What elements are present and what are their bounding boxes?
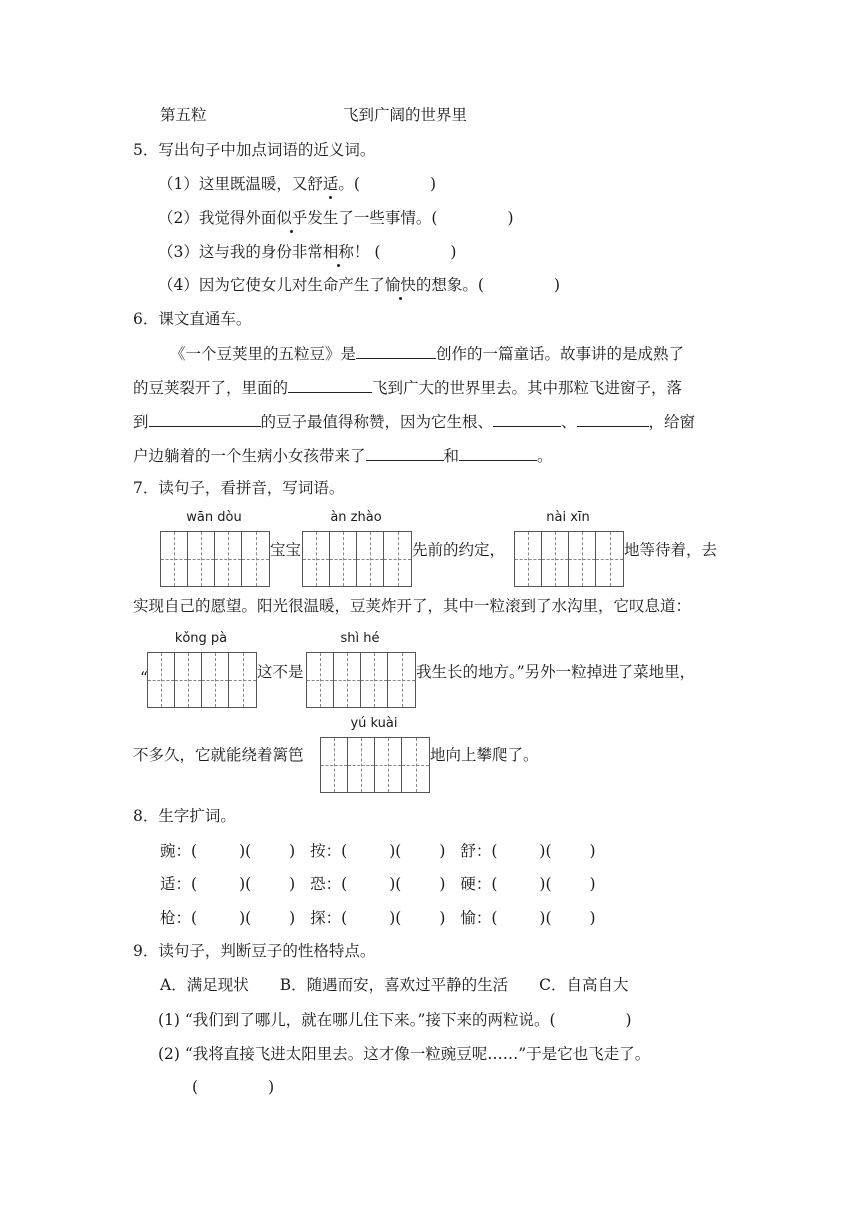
- q6-line-3: 到 的豆子最值得称赞，因为它生根、 、 ，给窗: [133, 410, 695, 432]
- blank[interactable]: [288, 376, 372, 393]
- q9-answer-2: ( ): [192, 1078, 275, 1096]
- q5-title: 5．写出句子中加点词语的近义词。: [133, 141, 376, 159]
- q7-text: 宝宝: [270, 541, 302, 559]
- q6-title: 6．课文直通车。: [133, 310, 252, 328]
- q7-text: 先前的约定，: [412, 541, 506, 559]
- pinyin-6: yú kuài: [350, 716, 398, 731]
- blank[interactable]: [459, 444, 537, 461]
- writing-box-4[interactable]: [147, 652, 257, 708]
- blank[interactable]: [577, 410, 649, 427]
- writing-box-3[interactable]: [514, 531, 624, 587]
- q7-text: 我生长的地方。”另外一粒掉进了菜地里，: [416, 663, 696, 681]
- q9-options: A．满足现状 B．随遇而安，喜欢过平静的生活 C．自高自大: [160, 976, 629, 994]
- q5-item-3: （3）这与我的身份非常相称！ ( ): [158, 243, 457, 261]
- q9-sentence-1: (1) “我们到了哪儿，就在哪儿住下来。”接下来的两粒说。( ): [158, 1011, 632, 1029]
- pinyin-3: nài xīn: [546, 510, 590, 525]
- q5-item-2: （2）我觉得外面似乎发生了一些事情。( ): [158, 209, 514, 227]
- blank[interactable]: [366, 444, 444, 461]
- q7-text: “: [140, 669, 148, 687]
- q6-line-1: 《一个豆荚里的五粒豆》是 创作的一篇童话。故事讲的是成熟了: [170, 342, 684, 364]
- q7-text: 地等待着，去: [624, 541, 718, 559]
- q7-text: 地向上攀爬了。: [430, 746, 539, 764]
- blank[interactable]: [356, 342, 436, 359]
- q7-text: 实现自己的愿望。阳光很温暖，豆荚炸开了，其中一粒滚到了水沟里，它叹息道：: [133, 597, 692, 615]
- pinyin-5: shì hé: [340, 631, 380, 646]
- pinyin-2: àn zhào: [330, 510, 382, 525]
- blank[interactable]: [493, 410, 561, 427]
- q5-item-4: （4）因为它使女儿对生命产生了愉快的想象。( ): [158, 276, 561, 294]
- q7-title: 7．读句子，看拼音，写词语。: [133, 479, 345, 497]
- writing-box-1[interactable]: [160, 531, 270, 587]
- q7-text: 不多久，它就能绕着篱笆: [133, 746, 304, 764]
- q5-item-1: （1）这里既温暖，又舒适。( ): [158, 175, 437, 193]
- pinyin-4: kǒng pà: [174, 631, 228, 646]
- q8-row-1: 豌：( )( ) 按：( )( ) 舒：( )( ): [160, 842, 596, 860]
- writing-box-5[interactable]: [306, 652, 416, 708]
- pinyin-1: wān dòu: [186, 510, 242, 525]
- top-label: 第五粒: [160, 106, 207, 124]
- q9-sentence-2: (2) “我将直接飞进太阳里去。这才像一粒豌豆呢……”于是它也飞走了。: [158, 1045, 651, 1063]
- q6-line-4: 户边躺着的一个生病小女孩带来了 和 。: [133, 444, 553, 466]
- q6-line-2: 的豆荚裂开了，里面的 飞到广大的世界里去。其中那粒飞进窗子，落: [133, 376, 682, 398]
- q8-row-3: 枪：( )( ) 探：( )( ) 愉：( )( ): [160, 909, 596, 927]
- writing-box-6[interactable]: [320, 737, 430, 793]
- writing-box-2[interactable]: [302, 531, 412, 587]
- blank[interactable]: [149, 410, 261, 427]
- q7-text: 这不是: [257, 663, 304, 681]
- top-value: 飞到广阔的世界里: [343, 106, 468, 124]
- q8-title: 8．生字扩词。: [133, 807, 236, 825]
- q9-title: 9．读句子，判断豆子的性格特点。: [133, 942, 376, 960]
- q8-row-2: 适：( )( ) 恐：( )( ) 硬：( )( ): [160, 875, 596, 893]
